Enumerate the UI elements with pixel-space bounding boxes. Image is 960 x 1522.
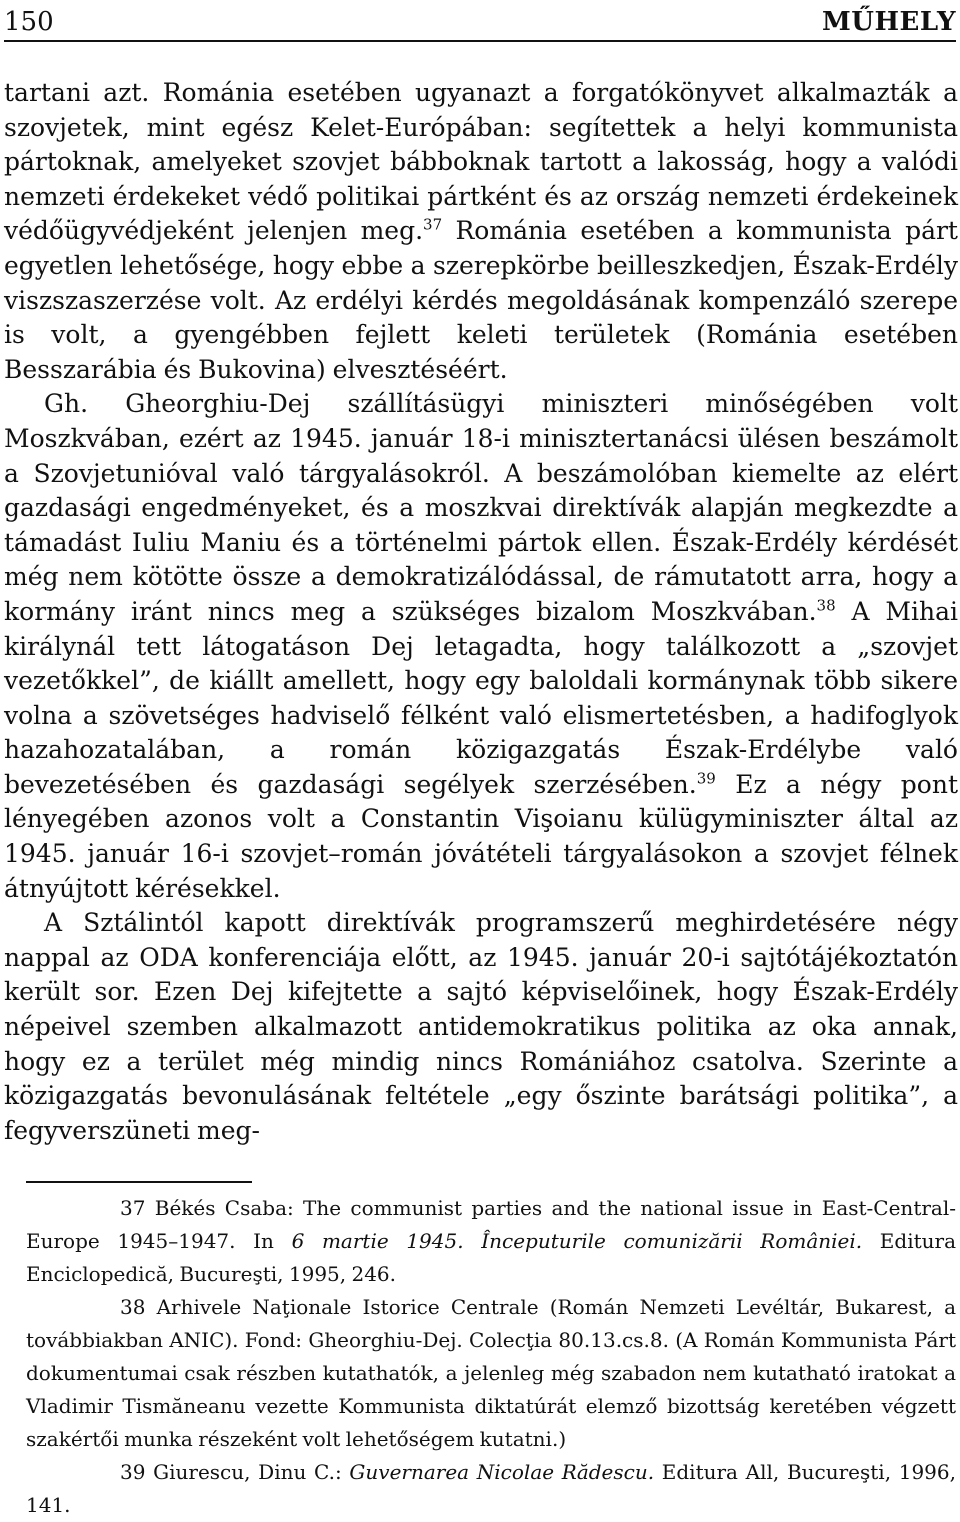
paragraph-1 — [4, 76, 958, 387]
journal-title: MŰHELY — [821, 7, 956, 37]
paragraph-3: A Sztálintól kapott direktívák programszerű meghirdetésére négy nappal az ODA konferenciája előtt, az 1945. január 20-i sajtótájékoztatón került sor. Ezen Dej kifejtette a sajtó képviselőinek, hogy Észak-Erdély népeivel szemben alkalmazott antidemokratikus politika az oka annak, hogy ez a terület még mindig nincs Romániához csatolva. Szerinte a közigazgatás bevonulásának feltétele „egy őszinte barátsági politika”, a fegyverszüneti meg- — [4, 908, 958, 1145]
footnote-37-title: 6 martie 1945. Începuturile comunizării României. — [291, 1229, 863, 1253]
footnote-ref-39[interactable]: 39 — [696, 769, 716, 788]
footnote-39-text-a: 39 Giurescu, Dinu C.: — [120, 1460, 350, 1484]
paragraph-1-text-a: tartani azt. Románia esetében ugyanazt a forgatókönyvet alkalmazták a szovjetek, mint egész Kelet-Európában: segítettek a helyi kommunista pártoknak, amelyeket szovjet bábboknak tartott a lakosság, hogy a valódi nemzeti érdekeket védő politikai pártként és az ország nemzeti érdekeinek védőügyvédjeként jelenjen meg. — [4, 78, 958, 246]
footnote-37-text-b: Editura Enciclopedică, Bucureşti, 1995, 246. — [26, 1229, 956, 1286]
page-number: 150 — [4, 7, 54, 37]
footnote-39-title: Guvernarea Nicolae Rădescu. — [349, 1460, 655, 1484]
page-header — [4, 4, 956, 42]
footnote-ref-38[interactable]: 38 — [816, 596, 836, 615]
footnote-38: 38 Arhivele Naţionale Istorice Centrale (Román Nemzeti Levéltár, Bukarest, a továbbiakban ANIC). Fond: Gheorghiu-Dej. Colecţia 80.13.cs.8. (A Román Kommunista Párt dokumentumai csak részben kutathatók, a jelenleg még szabadon nem kutatható iratokat a Vladimir Tismăneanu vezette Kommunista diktatúrát elemző bizottság keretében végzett szakértői munka részeként volt lehetőségem kutatni.) — [26, 1295, 956, 1451]
footnote-37 — [26, 1192, 956, 1291]
paragraph-2-text-b: A Mihai királynál tett látogatáson Dej letagadta, hogy találkozott a „szovjet vezetőkkel”, de kiállt amellett, hogy egy baloldali kormánynak több sikere volna a szövetséges hadviselő félként való elismertetésben, a hadifoglyok hazahozatalában, a román közigazgatás Észak-Erdélybe való bevezetésében és gazdasági segélyek szerzésében. — [4, 596, 959, 799]
body-text — [4, 76, 958, 1148]
footnote-39-text-b: Editura All, Bucureşti, 1996, 141. — [26, 1460, 956, 1517]
footnote-divider — [26, 1181, 252, 1183]
footnotes — [26, 1192, 956, 1522]
paragraph-1-text-b: Románia esetében a kommunista párt egyetlen lehetősége, hogy ebbe a szerepkörbe beilleszkedjen, Észak-Erdély viszszaszerzése volt. Az erdélyi kérdés megoldásának kompenzáló szerepe is volt, a gyengébben fejlett keleti területek (Románia esetében Besszarábia és Bukovina) elvesztéséért. — [4, 216, 958, 384]
paragraph-2 — [4, 387, 958, 906]
paragraph-2-text-c: Ez a négy pont lényegében azonos volt a Constantin Vişoianu külügyminiszter által az 1945. január 16-i szovjet–román jóvátételi tárgyalásokon a szovjet félnek átnyújtott kérésekkel. — [4, 769, 958, 903]
paragraph-2-text-a: Gh. Gheorghiu-Dej szállításügyi miniszteri minőségében volt Moszkvában, ezért az 1945. január 18-i minisztertanácsi ülésen beszámolt a Szovjetunióval való tárgyalásokról. A beszámolóban kiemelte az elért gazdasági engedményeket, és a moszkvai direktívák alapján megkezdte a támadást Iuliu Maniu és a történelmi pártok ellen. Észak-Erdély kérdését még nem kötötte össze a demokratizálódással, de rámutatott arra, hogy a kormány iránt nincs meg a szükséges bizalom Moszkvában. — [4, 389, 958, 626]
footnote-ref-37[interactable]: 37 — [423, 216, 443, 235]
footnote-39 — [26, 1456, 956, 1522]
footnote-37-text-a: 37 Békés Csaba: The communist parties and the national issue in East-Central-Europe 1945–1947. In — [26, 1196, 956, 1253]
